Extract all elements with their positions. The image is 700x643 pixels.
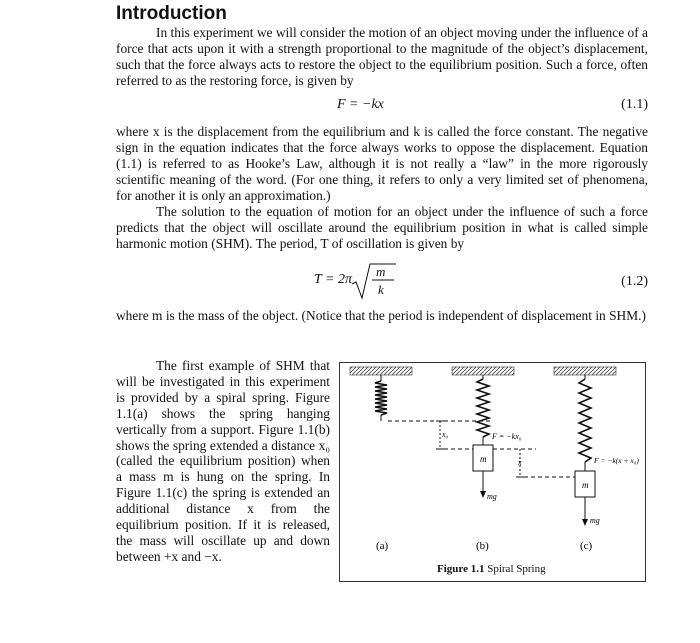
- support-c: [554, 367, 616, 375]
- force-b-label: F = −kx₀: [492, 432, 522, 441]
- section-heading: Introduction: [116, 3, 227, 24]
- equation-hookes-law: F = −kx: [337, 97, 384, 112]
- weight-c-label: mg: [590, 516, 600, 525]
- x-label: x: [518, 458, 522, 467]
- sub-label-a: (a): [376, 540, 389, 552]
- spring-c: [579, 379, 591, 462]
- sub-label-c: (c): [580, 540, 593, 552]
- spring-diagram: [340, 363, 645, 581]
- equation-number-2: (1.2): [621, 274, 648, 289]
- equation-period-lhs: T = 2π: [314, 272, 352, 287]
- sub-label-b: (b): [476, 540, 489, 552]
- equation-period-numerator: m: [376, 264, 386, 279]
- figure-spiral-spring: [339, 362, 646, 582]
- paragraph-intro: In this experiment we will consider the motion of an object moving under the influence of a force that acts upon it with a strength proportional to the magnitude of the object’s displacement, such that the force always acts to restore the object to the equilibrium position. Such a force, often referred to as the restoring force, is given by: [116, 25, 648, 88]
- support-a: [350, 367, 412, 375]
- figure-caption-text: Spiral Spring: [487, 563, 546, 575]
- mass-c-label: m: [582, 480, 589, 490]
- figure-caption-label: Figure 1.1: [437, 563, 485, 575]
- equation-number-1: (1.1): [621, 97, 648, 112]
- x0-label: x₀: [442, 430, 449, 439]
- paragraph-spiral-spring: The first example of SHM that will be investigated in this experiment is provided by a spiral spring. Figure 1.1(a) shows the spring hanging vertically from a support. Figure 1.1(b) shows the spring extended a distance x₀ (called the equilibrium position) when a mass m is hung on the spring. In Figure 1.1(c) the spring is extended an additional distance x from the equilibrium position. If it is released, the mass will oscillate up and down between +x and −x.: [116, 358, 330, 564]
- paragraph-shm: The solution to the equation of motion for an object under the influence of such a force predicts that the object will oscillate around the equilibrium position in what is called simple harmonic motion (SHM). The period, T of oscillation is given by: [116, 204, 648, 251]
- sqrt-symbol: [350, 262, 400, 302]
- spring-b: [477, 379, 489, 437]
- mass-b-label: m: [480, 454, 487, 464]
- equation-period-denominator: k: [378, 282, 384, 297]
- figure-caption: [437, 563, 546, 575]
- spring-a: [375, 381, 387, 415]
- paragraph-mass-note: where m is the mass of the object. (Notice that the period is independent of displacement in SHM.): [116, 308, 646, 323]
- weight-b-label: mg: [487, 492, 497, 501]
- support-b: [452, 367, 514, 375]
- paragraph-hookes-law: where x is the displacement from the equilibrium and k is called the force constant. The negative sign in the equation indicates that the force always works to oppose the displacement. Equation (1.1) is referred to as Hooke’s Law, although it is not really a “law” in the more rigorously scientific meaning of the word. (For one thing, it refers to only a very limited set of phenomena, for another it is only an approximation.): [116, 124, 648, 203]
- force-c-label: F = −k(x + x₀): [594, 456, 639, 465]
- equation-period: [314, 262, 414, 302]
